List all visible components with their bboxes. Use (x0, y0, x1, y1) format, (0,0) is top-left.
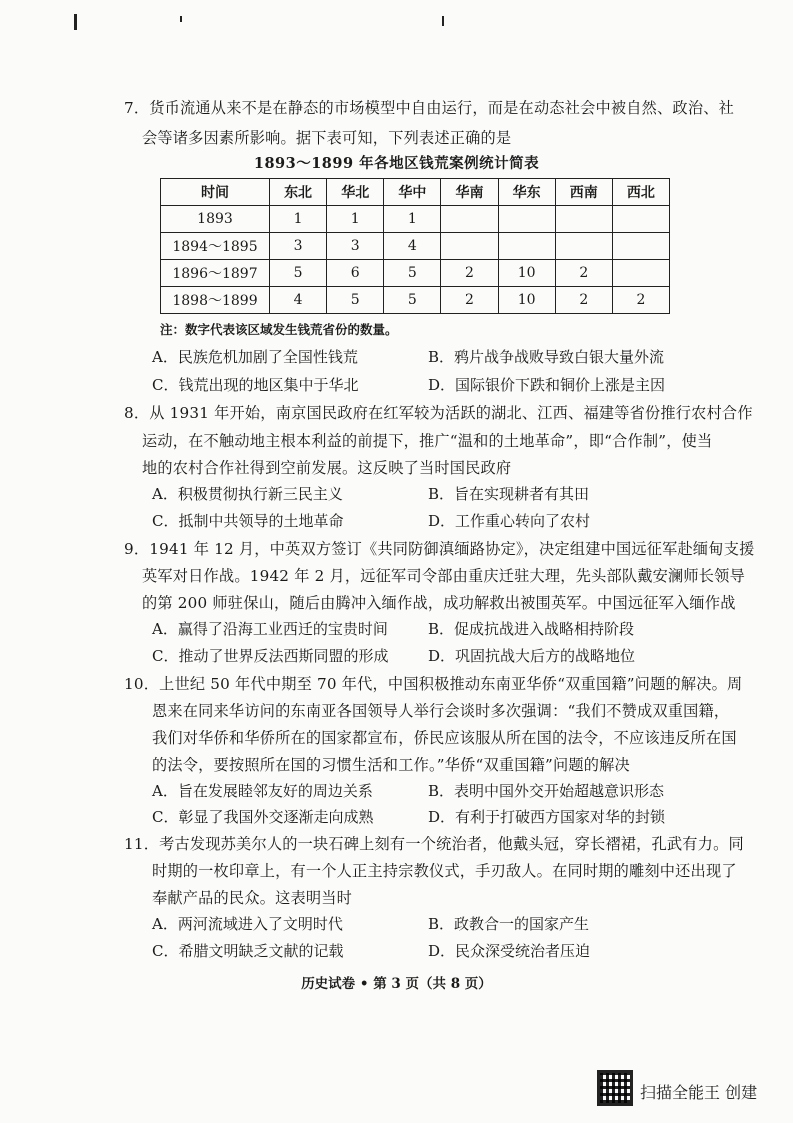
table-title: 1893～1899 年各地区钱荒案例统计简表 (253, 155, 540, 172)
table-header-cell: 西北 (612, 179, 669, 206)
q11-text-line: 奉献产品的民众。这表明当时 (152, 889, 353, 907)
q10-option-a: A．旨在发展睦邻友好的周边关系 (152, 782, 373, 800)
table-header-row (161, 179, 670, 206)
table-cell: 2 (441, 260, 498, 287)
table-cell: 6 (327, 260, 384, 287)
q7-option-c: C．钱荒出现的地区集中于华北 (152, 376, 359, 394)
table-cell: 2 (555, 260, 612, 287)
q8-option-b: B．旨在实现耕者有其田 (428, 485, 590, 503)
table-cell: 5 (270, 260, 327, 287)
scanner-watermark: 扫描全能王 创建 (640, 1083, 758, 1102)
q11-option-d: D．民众深受统治者压迫 (428, 942, 591, 960)
q9-option-a: A．赢得了沿海工业西迁的宝贵时间 (152, 620, 388, 638)
table-row (161, 260, 670, 287)
scan-mark (442, 16, 444, 26)
q9-option-b: B．促成抗战进入战略相持阶段 (428, 620, 635, 638)
table-cell: 4 (384, 233, 441, 260)
table-cell: 1 (270, 206, 327, 233)
q11-option-a: A．两河流域进入了文明时代 (152, 915, 343, 933)
table-cell: 10 (498, 260, 555, 287)
q7-option-a: A．民族危机加剧了全国性钱荒 (152, 348, 358, 366)
table-header-cell: 东北 (270, 179, 327, 206)
q7-option-b: B．鸦片战争战败导致白银大量外流 (428, 348, 665, 366)
table-header-cell: 西南 (555, 179, 612, 206)
table-cell: 2 (555, 287, 612, 314)
q8-text-line: 运动，在不触动地主根本利益的前提下，推广“温和的土地革命”，即“合作制”，使当 (142, 432, 713, 450)
table-cell: 4 (270, 287, 327, 314)
q7-text-line: 会等诸多因素所影响。据下表可知，下列表述正确的是 (142, 129, 512, 147)
q8-text-line: 地的农村合作社得到空前发展。这反映了当时国民政府 (142, 459, 512, 477)
table-cell: 2 (441, 287, 498, 314)
table-cell: 1 (327, 206, 384, 233)
money-shortage-table (160, 178, 670, 314)
table-note: 注：数字代表该区域发生钱荒省份的数量。 (160, 322, 398, 337)
table-header-cell: 华中 (384, 179, 441, 206)
table-cell: 3 (327, 233, 384, 260)
q9-option-d: D．巩固抗战大后方的战略地位 (428, 647, 636, 665)
q7-text-line: 7．货币流通从来不是在静态的市场模型中自由运行，而是在动态社会中被自然、政治、社 (124, 99, 734, 117)
table-header-cell: 华北 (327, 179, 384, 206)
table-cell: 5 (327, 287, 384, 314)
q11-option-b: B．政教合一的国家产生 (428, 915, 590, 933)
table-cell (555, 206, 612, 233)
table-cell: 1893 (161, 206, 270, 233)
table-cell: 10 (498, 287, 555, 314)
q10-option-d: D．有利于打破西方国家对华的封锁 (428, 808, 666, 826)
scan-mark (180, 16, 182, 22)
q10-text-line: 10．上世纪 50 年代中期至 70 年代，中国积极推动东南亚华侨“双重国籍”问题的解决。周 (124, 675, 743, 693)
q10-text-line: 我们对华侨和华侨所在的国家都宣布，侨民应该服从所在国的法令，不应该违反所在国 (152, 729, 737, 747)
scan-mark (74, 14, 77, 30)
page-footer: 历史试卷 • 第 3 页（共 8 页） (301, 976, 492, 992)
q9-option-c: C．推动了世界反法西斯同盟的形成 (152, 647, 389, 665)
table-cell: 5 (384, 287, 441, 314)
q9-text-line: 9．1941 年 12 月，中英双方签订《共同防御滇缅路协定》，决定组建中国远征军赴缅甸支援 (124, 540, 755, 558)
table-cell (612, 260, 669, 287)
q8-text-line: 8．从 1931 年开始，南京国民政府在红军较为活跃的湖北、江西、福建等省份推行农村合作 (124, 404, 753, 422)
table-header-cell: 华东 (498, 179, 555, 206)
table-cell (555, 233, 612, 260)
table-cell: 3 (270, 233, 327, 260)
q10-option-c: C．彰显了我国外交逐渐走向成熟 (152, 808, 374, 826)
table-cell: 1896～1897 (161, 260, 270, 287)
table-cell (441, 206, 498, 233)
q9-text-line: 英军对日作战。1942 年 2 月，远征军司令部由重庆迁驻大理，先头部队戴安澜师长领导 (142, 567, 745, 585)
q11-option-c: C．希腊文明缺乏文献的记载 (152, 942, 344, 960)
table-cell: 1894～1895 (161, 233, 270, 260)
table-header-cell: 华南 (441, 179, 498, 206)
table-row (161, 233, 670, 260)
table-cell (498, 233, 555, 260)
table-header-cell: 时间 (161, 179, 270, 206)
table-cell (441, 233, 498, 260)
table-cell (612, 206, 669, 233)
table-cell: 1 (384, 206, 441, 233)
q11-text-line: 11．考古发现苏美尔人的一块石碑上刻有一个统治者，他戴头冠，穿长褶裙，孔武有力。同 (124, 835, 744, 853)
table-cell (498, 206, 555, 233)
table-cell: 5 (384, 260, 441, 287)
table-cell: 1898～1899 (161, 287, 270, 314)
q10-option-b: B．表明中国外交开始超越意识形态 (428, 782, 665, 800)
q8-option-c: C．抵制中共领导的土地革命 (152, 512, 344, 530)
q11-text-line: 时期的一枚印章上，有一个人正主持宗教仪式，手刃敌人。在同时期的雕刻中还出现了 (152, 862, 737, 880)
q8-option-d: D．工作重心转向了农村 (428, 512, 591, 530)
q10-text-line: 恩来在同来华访问的东南亚各国领导人举行会谈时多次强调：“我们不赞成双重国籍， (152, 702, 730, 720)
table-row (161, 206, 670, 233)
qr-code-icon (597, 1070, 633, 1106)
q9-text-line: 的第 200 师驻保山，随后由腾冲入缅作战，成功解救出被围英军。中国远征军入缅作战 (142, 594, 736, 612)
table-cell (612, 233, 669, 260)
table-row (161, 287, 670, 314)
table-cell: 2 (612, 287, 669, 314)
q8-option-a: A．积极贯彻执行新三民主义 (152, 485, 343, 503)
q10-text-line: 的法令，要按照所在国的习惯生活和工作。”华侨“双重国籍”问题的解决 (152, 756, 630, 774)
q7-option-d: D．国际银价下跌和铜价上涨是主因 (428, 376, 666, 394)
